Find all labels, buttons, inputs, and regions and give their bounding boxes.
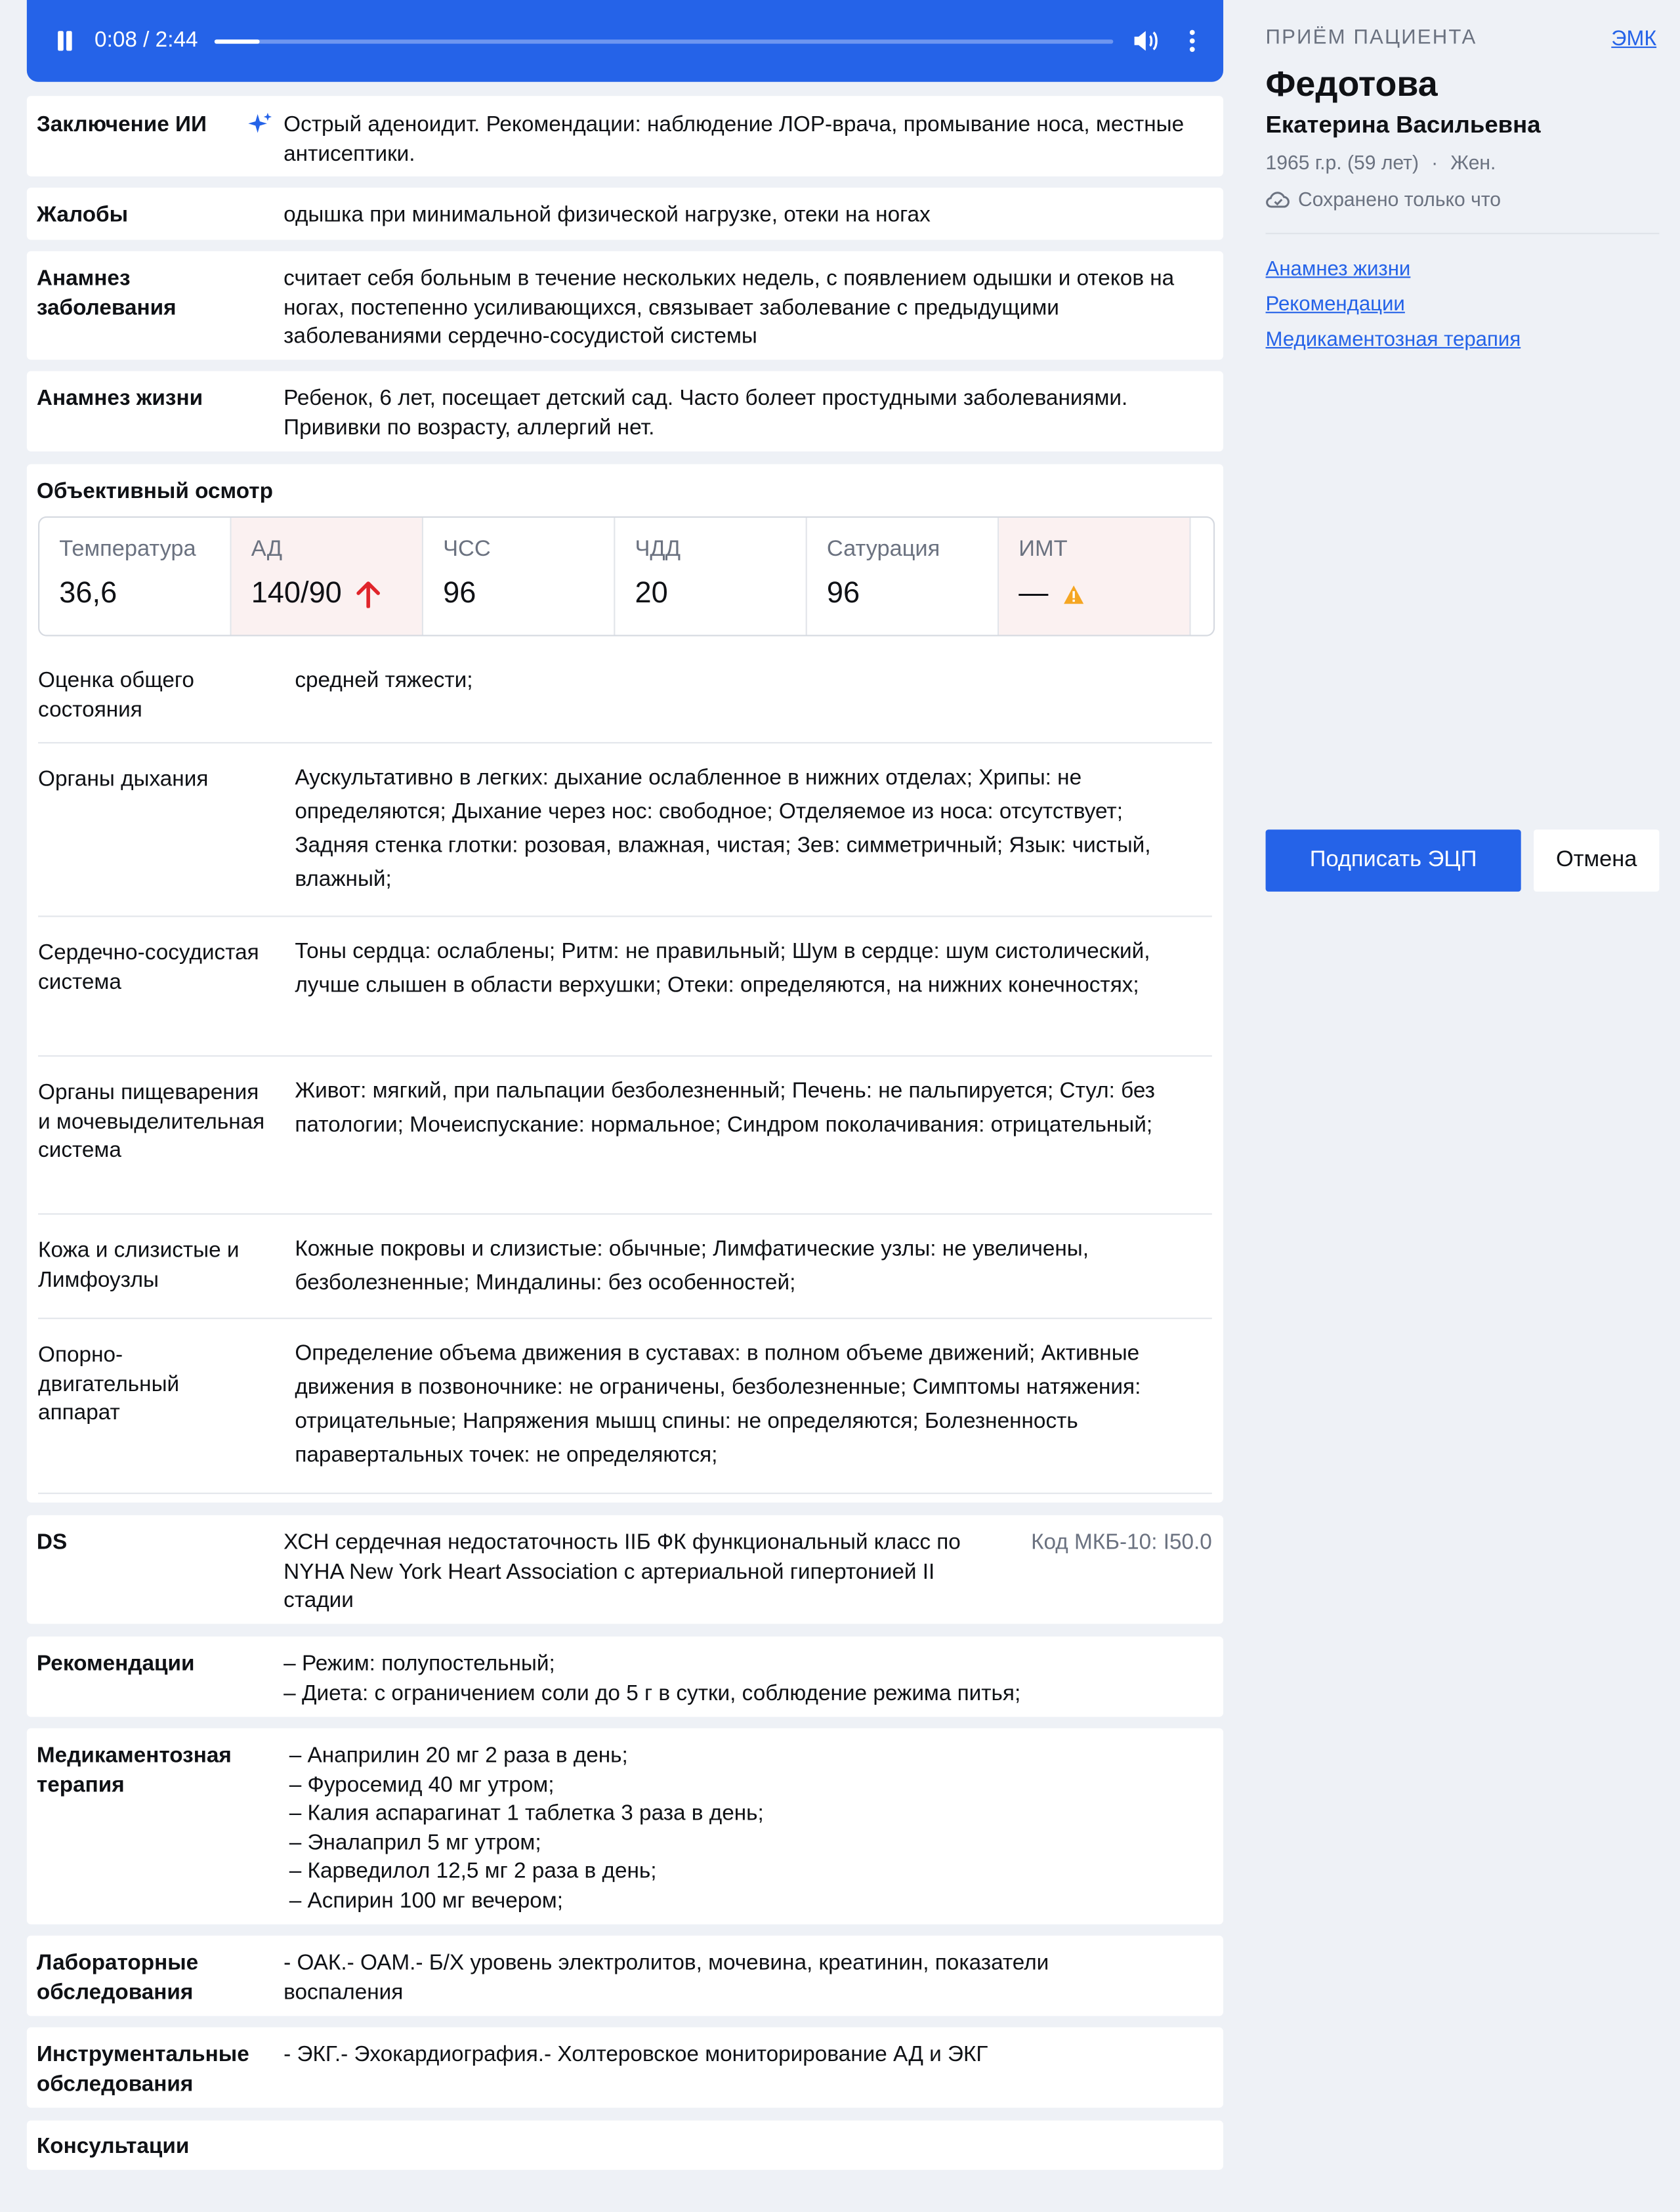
diagnosis-label: DS: [36, 1530, 68, 1555]
vital-bmi[interactable]: [999, 518, 1190, 635]
vital-value: 140/90: [251, 577, 342, 610]
exam-row-label: Опорно-двигательный аппарат: [38, 1343, 180, 1425]
objective-exam-card: [27, 464, 1223, 1502]
audio-player: [27, 0, 1223, 82]
life-history-card: [27, 371, 1223, 451]
nav-link-medication[interactable]: Медикаментозная терапия: [1265, 328, 1521, 352]
ai-conclusion-card: [27, 96, 1223, 177]
vital-label: ЧДД: [635, 537, 681, 562]
patient-birth: 1965 г.р. (59 лет): [1265, 151, 1419, 174]
ai-conclusion-text: Острый аденоидит. Рекомендации: наблюдение ЛОР-врача, промывание носа, местные антисептики.: [284, 113, 1185, 166]
list-item: – Фуросемид 40 мг утром;: [289, 1772, 555, 1797]
cloud-check-icon: [1266, 189, 1292, 209]
patient-meta: [1266, 151, 1661, 173]
exam-row-text[interactable]: Тоны сердца: ослаблены; Ритм: не правильный; Шум в сердце: шум систолический, лучше слышен в области верхушки; Отеки: определяются, на нижних конечностях;: [295, 939, 1150, 998]
up-arrow-icon: [356, 580, 381, 608]
vital-label: Температура: [59, 537, 196, 562]
recommendations-card: [27, 1637, 1223, 1717]
vital-label: ИМТ: [1018, 537, 1068, 562]
instrumental-label: Инструментальные обследования: [36, 2043, 249, 2096]
labs-label: Лабораторные обследования: [36, 1951, 199, 2005]
meta-separator: ·: [1431, 151, 1438, 174]
medication-card: [27, 1728, 1223, 1925]
medication-list[interactable]: [289, 1742, 1212, 1915]
exam-title: Объективный осмотр: [36, 480, 273, 504]
vital-value: —: [1018, 577, 1049, 610]
complaints-label: Жалобы: [36, 203, 129, 228]
panel-divider: [1266, 233, 1660, 234]
complaints-card: [27, 188, 1223, 240]
list-item: – Калия аспарагинат 1 таблетка 3 раза в день;: [289, 1801, 764, 1826]
diagnosis-text[interactable]: ХСН сердечная недостаточность IIБ ФК функциональный класс по NYHA New York Heart Association с артериальной гипертонией II стадии: [284, 1530, 961, 1613]
disease-history-label: Анамнез заболевания: [36, 266, 177, 320]
recommendations-label: Рекомендации: [36, 1652, 195, 1677]
vital-saturation[interactable]: [807, 518, 999, 635]
nav-link-recommendations[interactable]: Рекомендации: [1265, 293, 1405, 316]
exam-row-label: Органы дыхания: [38, 767, 209, 792]
list-item: – Анаприлин 20 мг 2 раза в день;: [289, 1743, 628, 1768]
consultations-card: [27, 2120, 1223, 2169]
volume-icon[interactable]: [1133, 30, 1158, 52]
medication-label: Медикаментозная терапия: [36, 1743, 232, 1797]
diagnosis-card: [27, 1515, 1223, 1624]
instrumental-text[interactable]: - ЭКГ.- Эхокардиография.- Холтеровское мониторирование АД и ЭКГ: [284, 2043, 988, 2067]
vital-label: АД: [251, 537, 283, 562]
vital-label: ЧСС: [443, 537, 491, 562]
emk-link[interactable]: ЭМК: [1611, 26, 1657, 51]
list-item: – Карведилол 12,5 мг 2 раза в день;: [289, 1859, 657, 1884]
list-item: – Аспирин 100 мг вечером;: [289, 1888, 563, 1913]
vital-respiratory-rate[interactable]: [615, 518, 807, 635]
exam-row: [38, 940, 1212, 1056]
life-history-label: Анамнез жизни: [36, 386, 203, 411]
list-item: – Режим: полупостельный;: [284, 1652, 555, 1677]
exam-row: [38, 1238, 1212, 1320]
labs-card: [27, 1936, 1223, 2016]
exam-row: [38, 667, 1212, 743]
exam-row-text[interactable]: Аускультативно в легких: дыхание ослабленное в нижних отделах; Хрипы: не определяются; Дыхание через нос: свободное; Отделяемое из носа: отсутствует; Задняя стенка глотки: розовая, влажная, чистая; Зев: симметричный; Язык: чистый, влажный;: [295, 766, 1151, 892]
vital-temperature[interactable]: [39, 518, 231, 635]
consultations-label: Консультации: [36, 2134, 190, 2159]
player-progress-track[interactable]: [215, 39, 1113, 43]
exam-row-label: Кожа и слизистые и Лимфоузлы: [38, 1238, 240, 1292]
vitals-strip: [38, 516, 1215, 636]
vital-value: 96: [826, 577, 860, 610]
exam-row-label: Оценка общего состояния: [38, 669, 194, 722]
list-item: – Эналаприл 5 мг утром;: [289, 1830, 541, 1855]
vital-heart-rate[interactable]: [423, 518, 615, 635]
exam-row: [38, 766, 1212, 917]
sign-button[interactable]: Подписать ЭЦП: [1266, 829, 1521, 892]
exam-row-text[interactable]: Кожные покровы и слизистые: обычные; Лимфатические узлы: не увеличены, безболезненные; Миндалины: без особенностей;: [295, 1237, 1089, 1295]
instrumental-card: [27, 2028, 1223, 2108]
sparkle-icon: [247, 112, 274, 146]
cancel-button[interactable]: Отмена: [1534, 829, 1659, 892]
patient-sex: Жен.: [1450, 151, 1496, 174]
ai-conclusion-label: Заключение ИИ: [36, 113, 207, 137]
recommendations-list[interactable]: [284, 1651, 1212, 1709]
life-history-text[interactable]: Ребенок, 6 лет, посещает детский сад. Часто болеет простудными заболеваниями. Прививки по возрасту, аллергий нет.: [284, 386, 1128, 440]
exam-row-text[interactable]: Определение объема движения в суставах: в полном объеме движений; Активные движения в позвоночнике: не ограничены, безболезненные; Симптомы натяжения: отрицательные; Напряжения мышц спины: не определяются; Болезненность паравертальных точек: не определяются;: [295, 1341, 1141, 1467]
nav-link-life-history[interactable]: Анамнез жизни: [1265, 258, 1411, 281]
vital-label: Сатурация: [826, 537, 940, 562]
complaints-text[interactable]: одышка при минимальной физической нагрузке, отеки на ногах: [284, 203, 931, 228]
patient-given-names: Екатерина Васильевна: [1265, 111, 1541, 138]
more-vertical-icon[interactable]: [1189, 30, 1195, 52]
save-status: [1266, 188, 1661, 210]
patient-surname: Федотова: [1265, 64, 1438, 105]
exam-row-text[interactable]: средней тяжести;: [295, 669, 473, 693]
pause-icon[interactable]: [55, 30, 75, 52]
labs-text[interactable]: - ОАК.- ОАМ.- Б/Х уровень электролитов, мочевина, креатинин, показатели воспаления: [284, 1951, 1049, 2005]
exam-row: [38, 1342, 1212, 1494]
vital-value: 96: [443, 577, 476, 610]
icd-code: Код МКБ-10: I50.0: [1031, 1530, 1212, 1555]
vital-value: 20: [635, 577, 668, 610]
vital-blood-pressure[interactable]: [232, 518, 423, 635]
list-item: – Диета: с ограничением соли до 5 г в сутки, соблюдение режима питья;: [284, 1680, 1021, 1705]
save-status-text: Сохранено только что: [1298, 187, 1502, 211]
exam-row-label: Сердечно-сосудистая система: [38, 941, 259, 994]
vital-value: 36,6: [59, 577, 117, 610]
disease-history-text[interactable]: считает себя больным в течение нескольких недель, с появлением одышки и отеков на ногах, постепенно усиливающихся, связывает заболевание с предыдущими заболеваниями сердечно-сосудистой системы: [284, 266, 1175, 349]
warning-icon: [1062, 583, 1085, 604]
exam-row-text[interactable]: Живот: мягкий, при пальпации безболезненный; Печень: не пальпируется; Стул: без патологии; Мочеиспускание: нормальное; Синдром поколачивания: отрицательный;: [295, 1079, 1155, 1137]
exam-row-label: Органы пищеварения и мочевыделительная система: [38, 1080, 265, 1163]
exam-row: [38, 1079, 1212, 1215]
player-progress-fill: [215, 39, 259, 43]
disease-history-card: [27, 251, 1223, 360]
player-time: 0:08 / 2:44: [94, 28, 198, 52]
panel-kicker: ПРИЁМ ПАЦИЕНТА: [1265, 26, 1477, 50]
